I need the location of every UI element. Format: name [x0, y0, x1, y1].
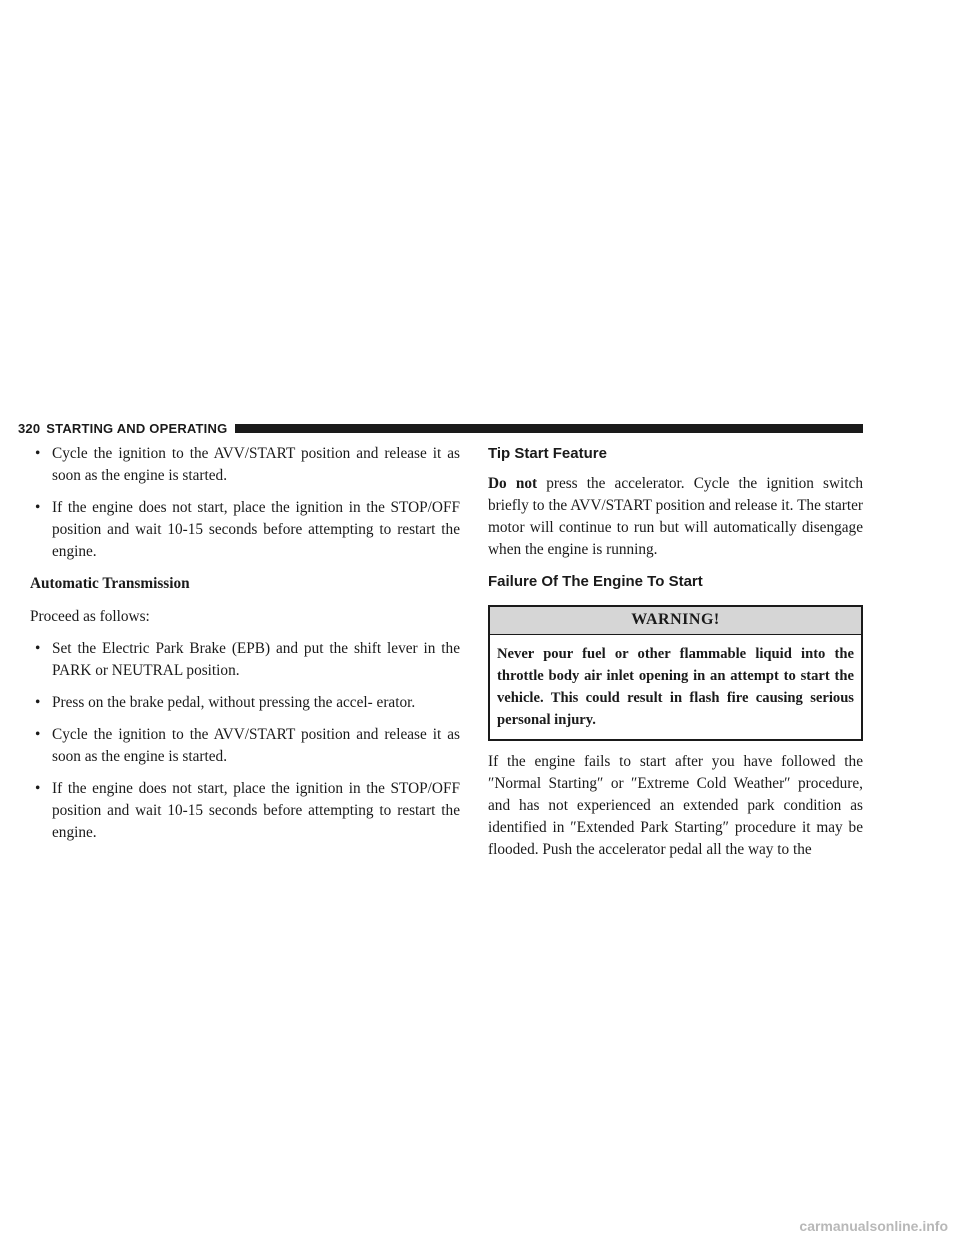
list-item [30, 692, 460, 714]
tip-body-text: press the accelerator. Cycle the ignition switch briefly to the AVV/START position and release it. The starter motor will continue to run but will automatically disengage when the engine is running. [488, 475, 863, 558]
list-item-text: Cycle the ignition to the AVV/START position and release it as soon as the engine is started. [52, 445, 460, 484]
bullet-icon: • [35, 694, 41, 711]
warning-box [488, 605, 863, 741]
right-column [488, 443, 863, 871]
bullet-icon: • [35, 726, 41, 743]
tip-start-paragraph [488, 473, 863, 561]
list-item-text: Press on the brake pedal, without pressing the accel- erator. [52, 694, 416, 711]
warning-text: Never pour fuel or other flammable liquid into the throttle body air inlet opening in an attempt to start the vehicle. This could result in flash fire causing serious personal injury. [497, 646, 854, 728]
left-column [30, 443, 460, 854]
tip-bold-text: Do not [488, 475, 538, 492]
list-item-text: If the engine does not start, place the ignition in the STOP/OFF position and wait 10-15 seconds before attempting to restart the engine. [52, 499, 460, 560]
section-title: STARTING AND OPERATING [46, 420, 228, 436]
list-item [30, 443, 460, 487]
tip-start-heading: Tip Start Feature [488, 445, 607, 462]
watermark: carmanualsonline.info [799, 1218, 948, 1234]
page-number: 320 [18, 420, 41, 436]
list-item [30, 497, 460, 563]
bullet-icon: • [35, 445, 41, 462]
bullet-icon: • [35, 499, 41, 516]
failure-paragraph: If the engine fails to start after you have followed the ″Normal Starting″ or ″Extreme Cold Weather″ procedure, and has not experienced an extended park condition as identified in ″Extended Park Starting″ procedure it may be flooded. Push the accelerator pedal all the way to the [488, 753, 863, 858]
failure-heading: Failure Of The Engine To Start [488, 573, 703, 590]
list-item [30, 778, 460, 844]
list-item [30, 724, 460, 768]
page-header [18, 417, 863, 439]
bullet-icon: • [35, 780, 41, 797]
warning-title: WARNING! [490, 607, 861, 635]
list-item [30, 638, 460, 682]
intro-paragraph: Proceed as follows: [30, 608, 150, 625]
header-rule [235, 424, 863, 433]
subheading-automatic-transmission: Automatic Transmission [30, 575, 190, 592]
bullet-icon: • [35, 640, 41, 657]
list-item-text: Set the Electric Park Brake (EPB) and put the shift lever in the PARK or NEUTRAL position. [52, 640, 460, 679]
list-item-text: Cycle the ignition to the AVV/START position and release it as soon as the engine is started. [52, 726, 460, 765]
list-item-text: If the engine does not start, place the ignition in the STOP/OFF position and wait 10-15 seconds before attempting to restart the engine. [52, 780, 460, 841]
